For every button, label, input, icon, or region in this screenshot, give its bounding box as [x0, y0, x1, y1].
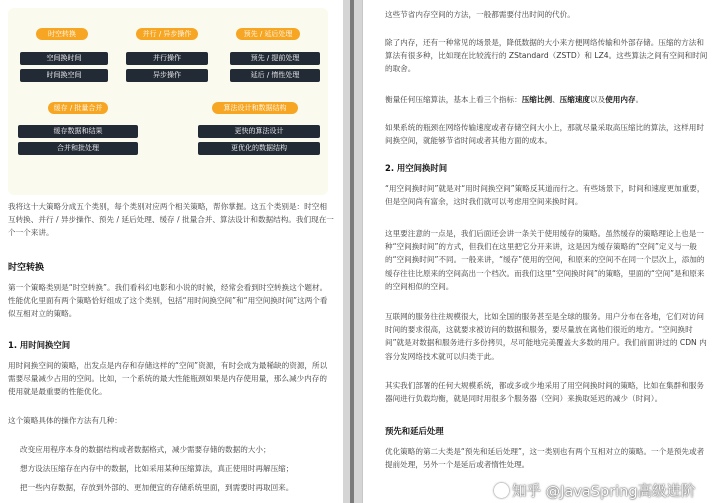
paragraph: 除了内存，还有一种常见的场景是，降低数据的大小来方便网络传输和外部存储。压缩的方法和算法有很多种，比如现在比较流行的 ZStandard（ZSTD）和 LZ4。这些算法之间有空间和时间的取舍。 — [385, 38, 708, 74]
section-title: 预先和延后处理 — [385, 426, 444, 436]
category-label: 并行 / 异步操作 — [136, 28, 198, 40]
metrics-intro: 衡量任何压缩算法，基本上看三个指标： — [385, 95, 522, 104]
section-title: 时空转换 — [8, 263, 45, 273]
paragraph: 其实我们部署的任何大规模系统，都或多或少地采用了用空间换时间的策略，比如在集群和服务器间进行负载均衡，就是同时用很多个服务器（空间）来换取延迟的减少（时间）。 — [385, 381, 704, 404]
right-page — [362, 0, 720, 503]
paragraph-metrics — [385, 93, 711, 106]
category-label: 缓存 / 批量合并 — [48, 102, 108, 114]
paragraph: 这些节省内存空间的方法，一般都需要付出时间的代价。 — [385, 10, 575, 19]
watermark — [494, 480, 696, 501]
metric-compression-ratio: 压缩比例 — [521, 95, 553, 104]
left-page — [0, 0, 343, 503]
intro-paragraph: 我将这十大策略分成五个类别，每个类别对应两个相关策略，帮你掌握。这五个类别是：时空相互转换、并行 / 异步操作、预先 / 延后处理、缓存 / 批量合并、算法设计和数据结构。我们现在一个一个来讲。 — [8, 202, 334, 238]
metric-memory-usage: 使用内存 — [605, 95, 636, 104]
watermark-text: 知乎 @JavaSpring高级进阶 — [512, 484, 696, 500]
strategy-item: 预先 / 提前处理 — [230, 52, 320, 65]
paragraph: 互联网的服务往往规模很大，比如全国的服务甚至是全球的服务。用户分布在各地，它们对访问时间的要求很高，这就要求被访问的数据和服务，要尽量放在离他们很近的地方。“空间换时间”就是对数据和服务进行多份拷贝，尽可能地完美覆盖大多数的用户。我们前面讲过的 CDN 内容分发网络技术就可以归类于此。 — [385, 312, 707, 361]
paragraph: “用空间换时间”就是对“用时间换空间”策略反其道而行之。有些场景下，时间和速度更加重要，但是空间尚有富余，这时我们就可以考虑用空间来换时间。 — [385, 184, 705, 207]
list-item: 把一些内存数据，存放到外部的、更加便宜的存储系统里面，到需要时再取回来。 — [20, 483, 294, 492]
list-intro: 这个策略具体的操作方法有几种： — [8, 416, 122, 425]
section-paragraph: 第一个策略类别是“时空转换”。我们看科幻电影和小说的时候，经常会看到时空转换这个题材。性能优化里面有两个策略恰好组成了这个类别，包括“用时间换空间”和“用空间换时间”这两个看似互相对立的策略。 — [8, 283, 328, 319]
strategy-item: 并行操作 — [126, 52, 208, 65]
zhihu-logo-icon — [494, 483, 509, 498]
metrics-end: 。 — [635, 95, 644, 104]
list-item: 想方设法压缩存在内存中的数据，比如采用某种压缩算法，真正使用时再解压缩； — [20, 464, 294, 473]
subsection-title: 2. 用空间换时间 — [385, 163, 448, 173]
list-item: 改变应用程序本身的数据结构或者数据格式，减少需要存储的数据的大小； — [20, 445, 271, 454]
strategy-item: 缓存数据和结果 — [18, 125, 138, 138]
subsection-title: 1. 用时间换空间 — [8, 340, 71, 350]
subsection-paragraph: 用时间换空间的策略，出发点是内存和存储这样的“空间”资源，有时会成为最稀缺的资源，所以需要尽量减少占用的空间。比如，一个系统的最大性能瓶颈如果是内存使用量，那么减少内存的使用就是最重要的性能优化。 — [8, 361, 328, 397]
strategy-diagram — [8, 8, 328, 195]
category-label: 预先 / 延后处理 — [236, 28, 300, 40]
metrics-separator: 、 — [552, 95, 560, 104]
category-label: 算法设计和数据结构 — [212, 102, 298, 114]
paragraph: 优化策略的第二大类是“预先和延后处理”，这一类别也有两个互相对立的策略。一个是预先或者提前处理，另外一个是延后或者惰性处理。 — [385, 447, 705, 470]
strategy-item: 空间换时间 — [20, 52, 108, 65]
paragraph: 如果系统的瓶颈在网络传输速度或者存储空间大小上，那就尽量采取高压缩比的算法，这样用时间换空间，就能够节省时间或者其他方面的成本。 — [385, 123, 704, 146]
metric-compression-speed: 压缩速度 — [559, 95, 591, 104]
category-label: 时空转换 — [36, 28, 88, 40]
strategy-item: 合并和批处理 — [18, 142, 138, 155]
strategy-item: 异步操作 — [126, 69, 208, 82]
strategy-item: 时间换空间 — [20, 69, 108, 82]
strategy-item: 延后 / 惰性处理 — [230, 69, 320, 82]
metrics-connector: 以及 — [590, 95, 606, 104]
strategy-item: 更优化的数据结构 — [198, 142, 320, 155]
scrollbar[interactable] — [350, 0, 354, 503]
strategy-item: 更快的算法设计 — [198, 125, 320, 138]
paragraph: 这里要注意的一点是，我们后面还会讲一条关于使用缓存的策略。虽然缓存的策略理论上也是一种“空间换时间”的方式，但我们在这里把它分开来讲，这是因为缓存策略的“空间”定义与一般的“空间换时间”不同。一般来讲，“缓存”使用的空间，和原来的空间不在同一个层次上，添加的缓存往往比原来的空间高出一个档次。而我们这里“空间换时间”的策略，里面的“空间”是和原来的空间相似的空间。 — [385, 229, 705, 291]
